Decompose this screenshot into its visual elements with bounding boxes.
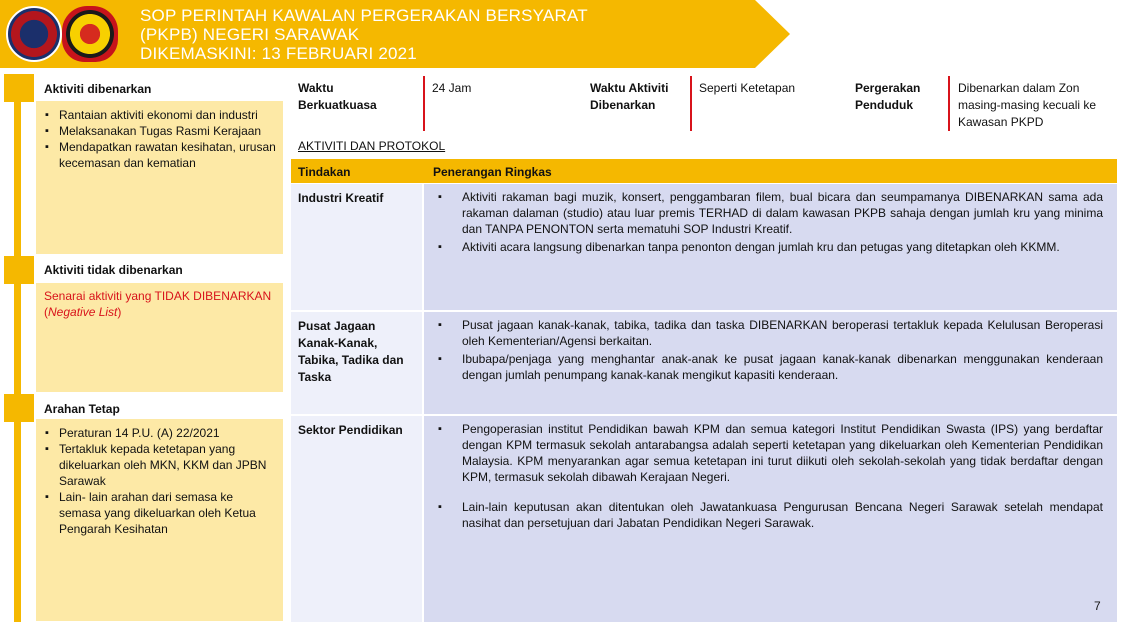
table-row bbox=[424, 184, 1117, 310]
list-item: ▪ Lain- lain arahan dari semasa ke semasa yang dikeluarkan oleh Ketua Pengarah Kesihatan bbox=[44, 489, 277, 537]
divider bbox=[948, 76, 950, 131]
list-item: ▪ Pusat jagaan kanak-kanak, tabika, tadika dan taska DIBENARKAN beroperasi tertakluk kepada Kelulusan Beroperasi oleh Kementerian/Agensi berkaitan. bbox=[436, 317, 1103, 349]
list-item: ▪ Lain-lain keputusan akan ditentukan oleh Jawatankuasa Pengurusan Bencana Negeri Sarawak setelah mendapat nasihat dan persetujuan dari Jabatan Pendidikan Negeri Sarawak. bbox=[436, 499, 1103, 531]
title-line-2: (PKPB) NEGERI SARAWAK bbox=[140, 25, 360, 44]
not-allowed-heading: Aktiviti tidak dibenarkan bbox=[44, 263, 183, 277]
row-list bbox=[436, 189, 1103, 255]
allowed-box bbox=[36, 101, 283, 254]
directives-heading: Arahan Tetap bbox=[44, 402, 120, 416]
divider bbox=[423, 76, 425, 131]
column-header-penerangan: Penerangan Ringkas bbox=[433, 165, 552, 179]
negative-list-close: ) bbox=[117, 305, 122, 319]
list-item: ▪ Ibubapa/penjaga yang menghantar anak-anak ke pusat jagaan kanak-kanak dibenarkan menggunakan kenderaan dengan jumlah penumpang kanak-kanak mengikut kapasiti kenderaan. bbox=[436, 351, 1103, 383]
title-line-1: SOP PERINTAH KAWALAN PERGERAKAN BERSYARAT bbox=[140, 6, 588, 25]
allowed-list bbox=[44, 107, 277, 171]
timeline-marker bbox=[4, 394, 34, 422]
list-item: ▪ Pengoperasian institut Pendidikan bawah KPM dan semua kategori Institut Pendidikan Swasta (IPS) yang berdaftar dengan KPM termasuk sekolah antarabangsa adalah seperti ketetapan yang dikeluarkan oleh Kementerian Pendidikan Malaysia. KPM menyarankan agar semua ketetapan ini turut diikuti oleh sekolah-sekolah yang tidak berdaftar dengan KPM, termasuk sekolah dibawah Kerajaan Negeri. bbox=[436, 421, 1103, 485]
negative-list-text: Senarai aktiviti yang TIDAK DIBENARKAN ( bbox=[44, 289, 272, 319]
pergerakan-label: Pergerakan Penduduk bbox=[855, 81, 921, 112]
directives-box bbox=[36, 419, 283, 621]
row-list bbox=[436, 317, 1103, 383]
row-list bbox=[436, 421, 1103, 531]
list-item: ▪ Aktiviti rakaman bagi muzik, konsert, penggambaran filem, bual bicara dan seumpamanya DIBENARKAN sama ada rakaman dalaman (studio) atau luar premis TERHAD di dalam kawasan PKPB sahaja dengan jumlah kru yang minima dan TANPA PENONTON serta mematuhi SOP Industri Kreatif. bbox=[436, 189, 1103, 237]
column-header-tindakan: Tindakan bbox=[298, 165, 351, 179]
table-header bbox=[291, 159, 1117, 183]
waktu-value: 24 Jam bbox=[432, 81, 472, 95]
page-number: 7 bbox=[1094, 599, 1101, 613]
list-item: ▪ Aktiviti acara langsung dibenarkan tanpa penonton dengan jumlah kru dan petugas yang ditetapkan oleh KKMM. bbox=[436, 239, 1103, 255]
table-row-label: Industri Kreatif bbox=[291, 184, 422, 310]
page-title bbox=[140, 6, 588, 63]
aktiviti-label: Waktu Aktiviti Dibenarkan bbox=[590, 81, 669, 112]
not-allowed-box bbox=[36, 283, 283, 392]
pergerakan-value: Dibenarkan dalam Zon masing-masing kecuali ke Kawasan PKPD bbox=[958, 81, 1097, 129]
list-item: ▪ Rantaian aktiviti ekonomi dan industri bbox=[44, 107, 277, 123]
table-row-label: Sektor Pendidikan bbox=[291, 416, 422, 622]
list-item: ▪ Melaksanakan Tugas Rasmi Kerajaan bbox=[44, 123, 277, 139]
waktu-label: Waktu Berkuatkuasa bbox=[298, 81, 377, 112]
title-line-3: DIKEMASKINI: 13 FEBRUARI 2021 bbox=[140, 44, 417, 63]
list-item: ▪ Peraturan 14 P.U. (A) 22/2021 bbox=[44, 425, 277, 441]
police-emblem-icon bbox=[6, 6, 62, 62]
divider bbox=[690, 76, 692, 131]
table-row-label: Pusat Jagaan Kanak-Kanak, Tabika, Tadika dan Taska bbox=[291, 312, 422, 414]
list-item: ▪ Tertakluk kepada ketetapan yang dikeluarkan oleh MKN, KKM dan JPBN Sarawak bbox=[44, 441, 277, 489]
coat-of-arms-icon bbox=[62, 6, 118, 62]
list-item: ▪ Mendapatkan rawatan kesihatan, urusan kecemasan dan kematian bbox=[44, 139, 277, 171]
directives-list bbox=[44, 425, 277, 537]
timeline-marker bbox=[4, 74, 34, 102]
allowed-heading: Aktiviti dibenarkan bbox=[44, 82, 152, 96]
section-title: AKTIVITI DAN PROTOKOL bbox=[298, 139, 446, 153]
table-row bbox=[424, 416, 1117, 622]
table-row bbox=[424, 312, 1117, 414]
aktiviti-value: Seperti Ketetapan bbox=[699, 81, 796, 95]
negative-list-italic[interactable]: Negative List bbox=[48, 305, 118, 319]
left-timeline-bar bbox=[14, 74, 21, 622]
timeline-marker bbox=[4, 256, 34, 284]
